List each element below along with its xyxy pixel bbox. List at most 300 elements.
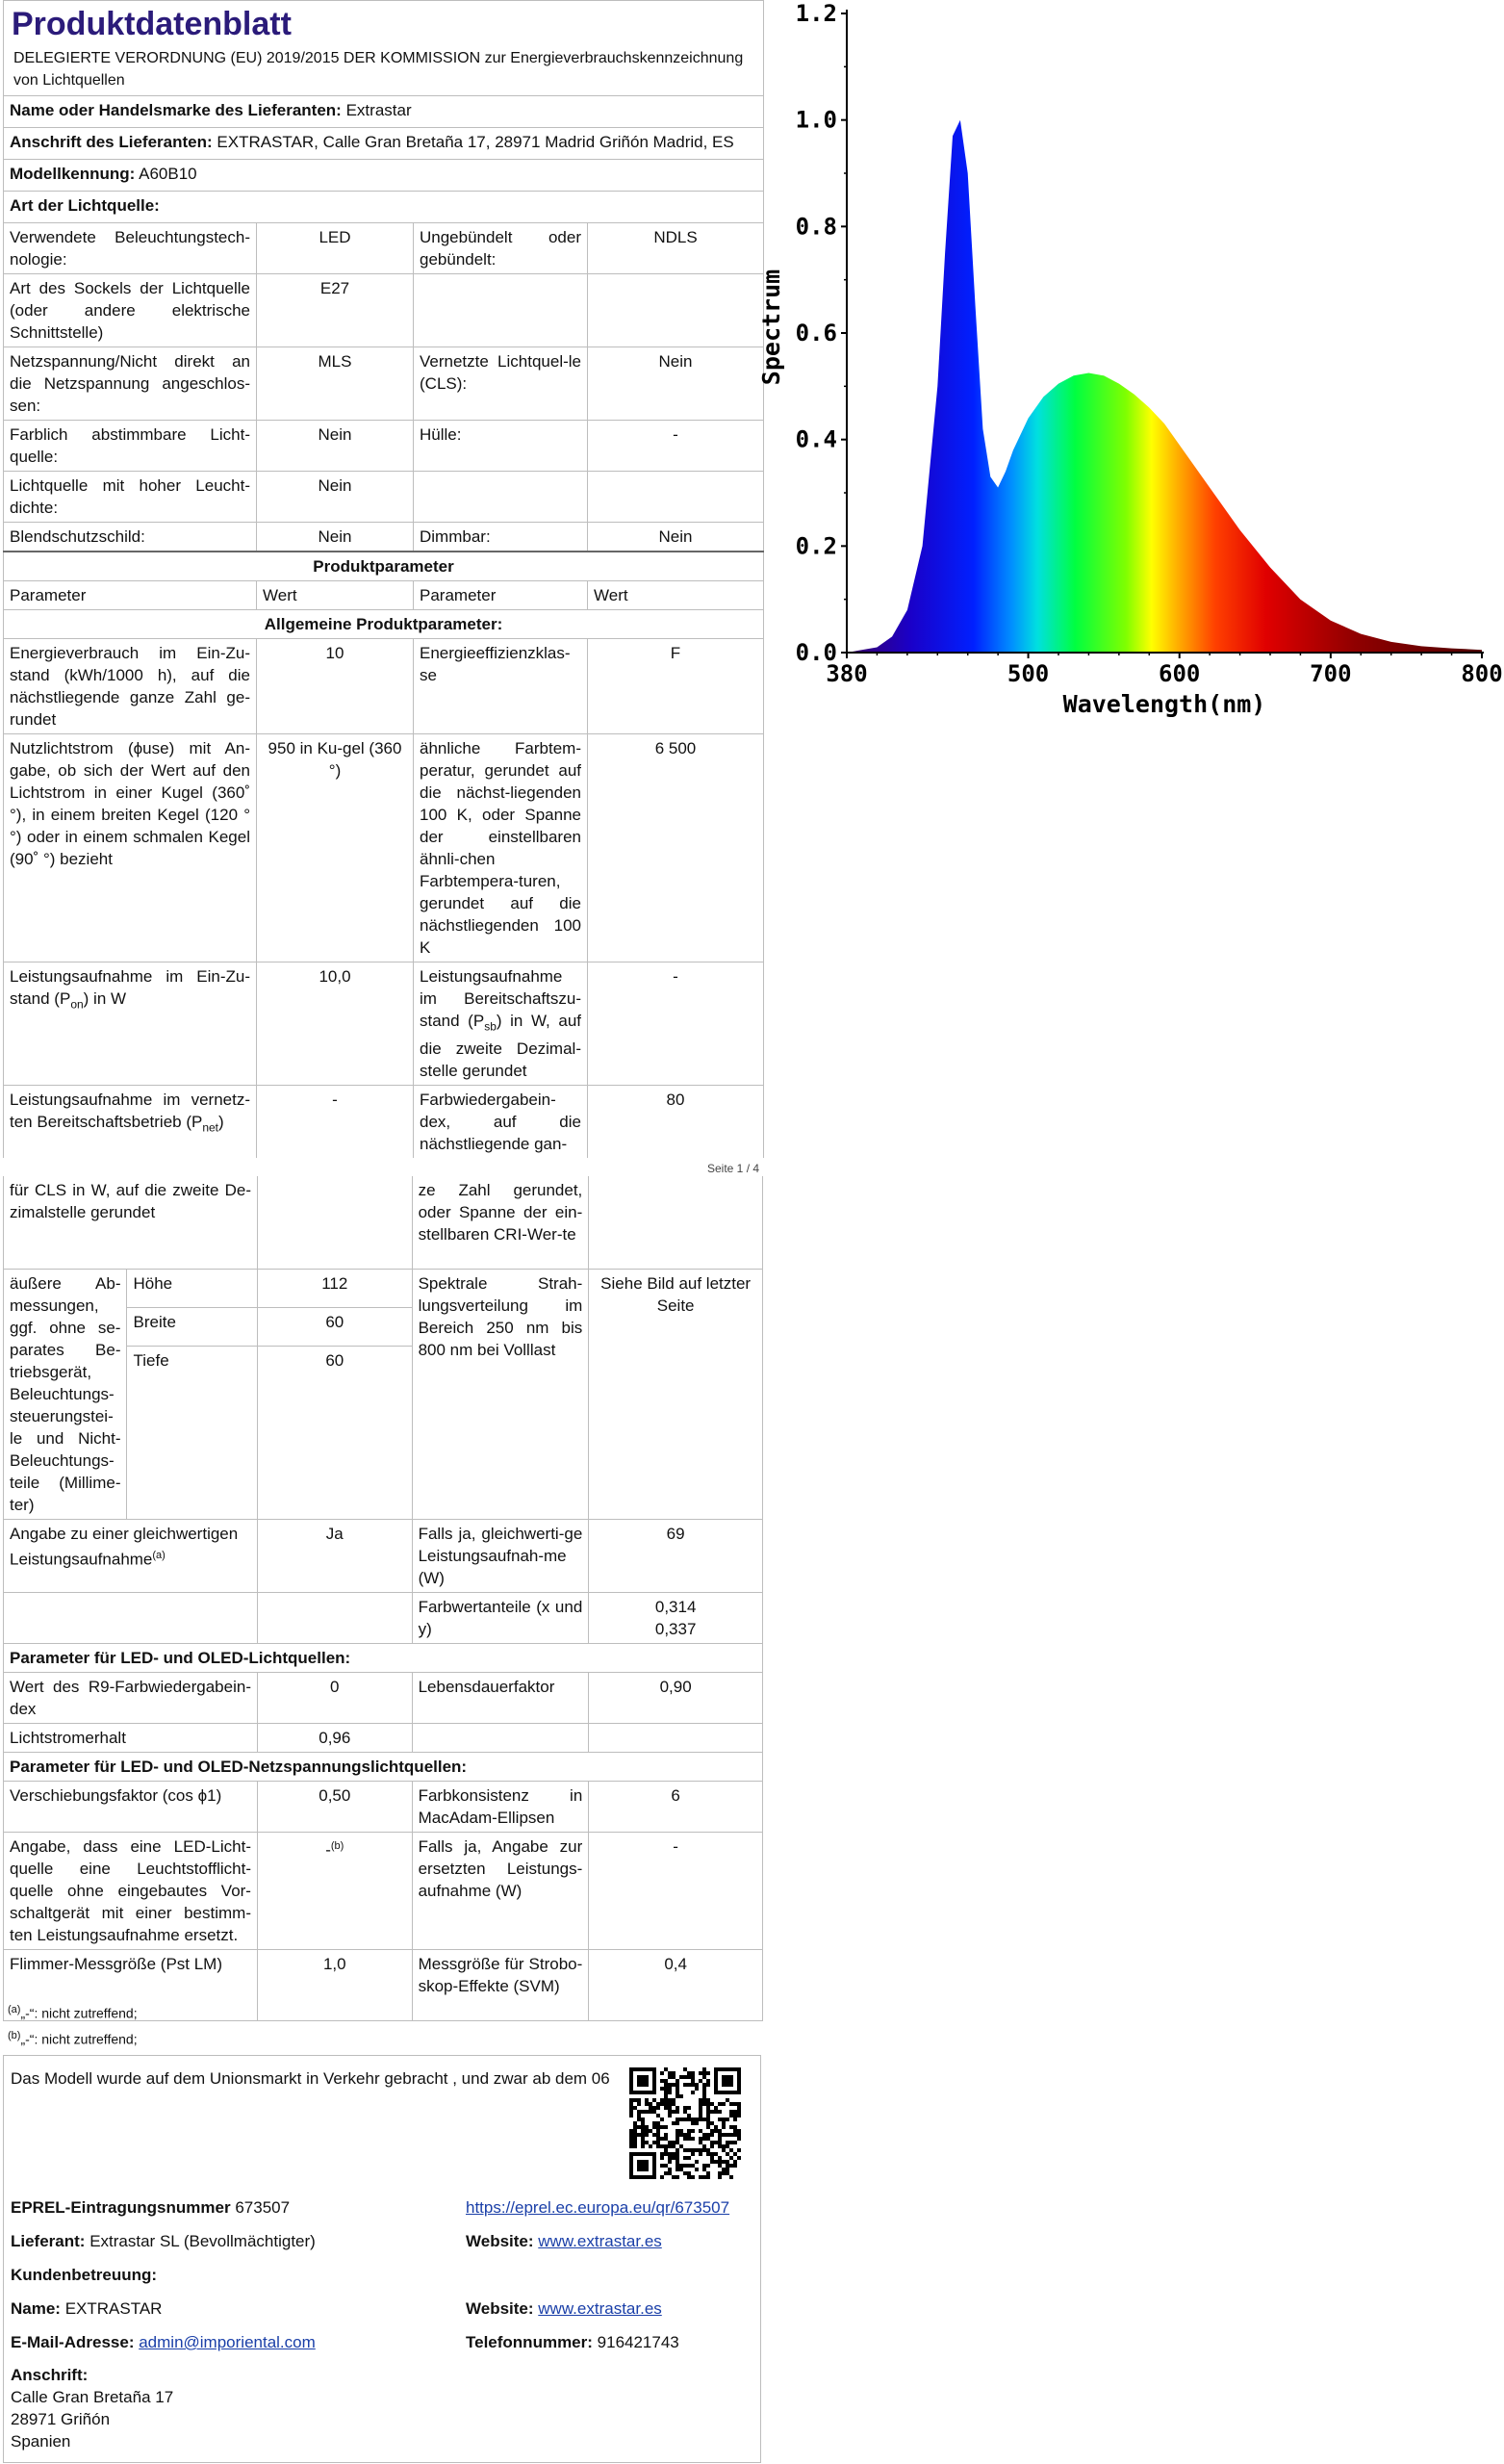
qr-module: [733, 2129, 737, 2133]
qr-module: [706, 2083, 710, 2087]
qr-module: [668, 2075, 672, 2079]
qr-module: [691, 2121, 695, 2125]
subscript: net: [202, 1120, 219, 1135]
qr-module: [641, 2110, 645, 2114]
qr-module: [645, 2110, 649, 2114]
qr-module: [687, 2071, 691, 2075]
qr-module: [641, 2144, 645, 2148]
qr-module: [660, 2156, 664, 2160]
qr-module: [652, 2121, 656, 2125]
qr-module: [737, 2129, 741, 2133]
spectrum-area: [847, 120, 1482, 653]
qr-module: [710, 2121, 714, 2125]
qr-module: [676, 2091, 679, 2094]
qr-module: [687, 2171, 691, 2175]
qr-module: [691, 2079, 695, 2083]
empty-cell: [257, 1176, 412, 1269]
qr-module: [649, 2110, 652, 2114]
qr-module: [695, 2118, 699, 2121]
column-header-parameter: Parameter: [414, 581, 588, 610]
qr-module: [729, 2156, 733, 2160]
qr-module: [664, 2079, 668, 2083]
param-label: Farbkonsistenz in MacAdam-Ellipsen: [412, 1781, 589, 1832]
table-row: [4, 523, 764, 552]
eprel-number: 673507: [235, 2198, 291, 2217]
qr-module: [676, 2137, 679, 2141]
qr-module: [702, 2137, 706, 2141]
param-label: Hülle:: [414, 421, 588, 472]
qr-module: [687, 2129, 691, 2133]
spectrum-chart: [757, 0, 1504, 732]
qr-module: [629, 2106, 633, 2110]
param-label-text: Leistungsaufnahme im Bereitschaftszu-stand (P: [420, 967, 581, 1030]
param-label: Falls ja, Angabe zur ersetzten Leistungs-aufnahme (W): [412, 1832, 589, 1949]
qr-module: [629, 2129, 633, 2133]
qr-module: [702, 2098, 706, 2102]
model-label: Modellkennung:: [10, 165, 136, 183]
qr-module: [706, 2098, 710, 2102]
qr-module: [656, 2133, 660, 2137]
qr-module: [672, 2098, 676, 2102]
qr-module: [733, 2110, 737, 2114]
footnote-ref: (b): [330, 1839, 344, 1852]
y-tick-label: 0.4: [795, 425, 837, 453]
table-row: [4, 639, 764, 734]
qr-module: [652, 2110, 656, 2114]
qr-module: [699, 2079, 702, 2083]
param-value: [257, 1832, 412, 1949]
param-value: [588, 472, 764, 523]
qr-module: [679, 2133, 683, 2137]
param-value: Ja: [257, 1519, 412, 1592]
table-row: [4, 421, 764, 472]
qr-module: [702, 2118, 706, 2121]
qr-module: [672, 2110, 676, 2114]
footnote-mark: (b): [8, 2030, 21, 2041]
qr-module: [699, 2110, 702, 2114]
depth-value: 60: [257, 1346, 412, 1519]
qr-module: [718, 2102, 722, 2106]
address-line-3: Spanien: [11, 2432, 71, 2451]
qr-module: [737, 2148, 741, 2152]
qr-module: [691, 2148, 695, 2152]
qr-module: [726, 2168, 729, 2171]
param-label-text: ): [218, 1113, 224, 1132]
param-label: Farbwiedergabein-dex, auf die nächstliegende gan-: [414, 1086, 588, 1159]
qr-module: [672, 2071, 676, 2075]
param-value: MLS: [257, 347, 414, 421]
qr-module: [714, 2129, 718, 2133]
qr-module: [668, 2168, 672, 2171]
qr-module: [676, 2152, 679, 2156]
qr-module: [737, 2137, 741, 2141]
param-label-text: Leistungsaufnahme im vernetz-ten Bereitschaftsbetrieb (P: [10, 1091, 250, 1132]
qr-module: [645, 2098, 649, 2102]
qr-module: [656, 2137, 660, 2141]
eprel-link[interactable]: https://eprel.ec.europa.eu/qr/673507: [466, 2198, 730, 2217]
qr-module: [726, 2171, 729, 2175]
param-value: -: [257, 1086, 414, 1159]
website-link[interactable]: www.extrastar.es: [538, 2299, 662, 2318]
qr-module: [664, 2102, 668, 2106]
qr-module: [660, 2079, 664, 2083]
param-value: NDLS: [588, 223, 764, 274]
qr-module: [706, 2171, 710, 2175]
param-label: Blendschutzschild:: [4, 523, 257, 552]
phone-label: Telefonnummer:: [466, 2333, 593, 2351]
qr-module: [706, 2071, 710, 2075]
param-value: 0,4: [589, 1949, 763, 2020]
table-row: [4, 223, 764, 274]
param-label: Farblich abstimmbare Licht-quelle:: [4, 421, 257, 472]
qr-module: [649, 2144, 652, 2148]
qr-module: [683, 2156, 687, 2160]
qr-module: [710, 2141, 714, 2144]
qr-module: [702, 2087, 706, 2091]
qr-module: [706, 2110, 710, 2114]
qr-module: [687, 2114, 691, 2118]
qr-module: [629, 2110, 633, 2114]
website-label: Website:: [466, 2299, 534, 2318]
qr-module: [691, 2137, 695, 2141]
qr-module: [668, 2087, 672, 2091]
qr-module: [660, 2175, 664, 2179]
qr-module: [656, 2125, 660, 2129]
param-label: ze Zahl gerundet, oder Spanne der ein-stellbaren CRI-Wer-te: [412, 1176, 589, 1269]
y-tick-label: 0.2: [795, 532, 837, 560]
qr-module: [683, 2067, 687, 2071]
qr-module: [687, 2148, 691, 2152]
email-row: [11, 2333, 316, 2352]
qr-module: [683, 2164, 687, 2168]
qr-module: [637, 2118, 641, 2121]
qr-module: [714, 2125, 718, 2129]
qr-module: [726, 2118, 729, 2121]
qr-module: [656, 2102, 660, 2106]
datasheet-page-1: [3, 0, 763, 1158]
qr-module: [710, 2102, 714, 2106]
qr-module: [722, 2168, 726, 2171]
param-value: 6: [589, 1781, 763, 1832]
qr-module: [691, 2091, 695, 2094]
qr-module: [706, 2148, 710, 2152]
param-value: Nein: [588, 347, 764, 421]
kundenbetreuung-label: Kundenbetreuung:: [11, 2266, 158, 2284]
address-line-1: Calle Gran Bretaña 17: [11, 2388, 174, 2406]
param-value: 10,0: [257, 962, 414, 1086]
light-source-type-label: Art der Lichtquelle:: [4, 192, 764, 223]
qr-module: [733, 2160, 737, 2164]
qr-finder: [722, 2075, 733, 2087]
qr-module: [641, 2121, 645, 2125]
qr-module: [737, 2133, 741, 2137]
qr-module: [637, 2102, 641, 2106]
qr-module: [702, 2168, 706, 2171]
qr-module: [691, 2071, 695, 2075]
table-row: [4, 734, 764, 962]
email-link[interactable]: admin@imporiental.com: [139, 2333, 316, 2351]
qr-module: [664, 2148, 668, 2152]
qr-module: [726, 2133, 729, 2137]
qr-code[interactable]: [629, 2067, 741, 2179]
qr-module: [660, 2152, 664, 2156]
qr-module: [645, 2133, 649, 2137]
param-label: [414, 962, 588, 1086]
qr-module: [699, 2148, 702, 2152]
qr-module: [668, 2144, 672, 2148]
param-label: Spektrale Strah-lungsverteilung im Bereich 250 nm bis 800 nm bei Volllast: [412, 1269, 589, 1519]
regulation-text: DELEGIERTE VERORDNUNG (EU) 2019/2015 DER KOMMISSION zur Energieverbrauchskennzeichnung von Lichtquellen: [13, 50, 744, 89]
qr-module: [672, 2156, 676, 2160]
qr-module: [722, 2144, 726, 2148]
param-label: Falls ja, gleichwerti-ge Leistungsaufnah-me (W): [412, 1519, 589, 1592]
qr-module: [641, 2141, 645, 2144]
qr-module: [733, 2164, 737, 2168]
address-label: Anschrift des Lieferanten:: [10, 133, 213, 151]
qr-module: [733, 2125, 737, 2129]
qr-module: [726, 2160, 729, 2164]
qr-module: [718, 2164, 722, 2168]
qr-module: [722, 2160, 726, 2164]
datasheet-header-table: [3, 0, 764, 1158]
param-value: Siehe Bild auf letzter Seite: [589, 1269, 763, 1519]
qr-module: [714, 2160, 718, 2164]
qr-module: [668, 2114, 672, 2118]
qr-module: [683, 2137, 687, 2141]
qr-module: [672, 2121, 676, 2125]
qr-module: [672, 2075, 676, 2079]
qr-module: [672, 2175, 676, 2179]
qr-module: [699, 2106, 702, 2110]
param-value: 0,96: [257, 1723, 412, 1752]
address-line-2: 28971 Griñón: [11, 2410, 111, 2428]
qr-module: [706, 2137, 710, 2141]
qr-module: [633, 2144, 637, 2148]
qr-module: [676, 2110, 679, 2114]
qr-module: [672, 2144, 676, 2148]
qr-module: [695, 2160, 699, 2164]
qr-module: [706, 2079, 710, 2083]
qr-module: [645, 2102, 649, 2106]
param-label: Farbwertanteile (x und y): [412, 1592, 589, 1643]
contact-box: [3, 2055, 761, 2463]
qr-module: [710, 2152, 714, 2156]
qr-module: [672, 2083, 676, 2087]
width-value: 60: [257, 1307, 412, 1346]
qr-module: [664, 2152, 668, 2156]
table-row: [4, 1086, 764, 1159]
x-tick-label: 600: [1159, 660, 1201, 687]
qr-module: [679, 2118, 683, 2121]
param-value: E27: [257, 274, 414, 347]
param-label: Lebensdauerfaktor: [412, 1672, 589, 1723]
qr-module: [641, 2133, 645, 2137]
qr-module: [656, 2106, 660, 2110]
qr-module: [641, 2125, 645, 2129]
qr-module: [702, 2144, 706, 2148]
qr-module: [706, 2118, 710, 2121]
qr-module: [722, 2133, 726, 2137]
qr-module: [733, 2141, 737, 2144]
qr-module: [718, 2175, 722, 2179]
qr-module: [679, 2129, 683, 2133]
qr-module: [699, 2102, 702, 2106]
subscript: on: [70, 997, 84, 1012]
depth-label: Tiefe: [127, 1346, 258, 1519]
qr-module: [718, 2118, 722, 2121]
qr-module: [722, 2125, 726, 2129]
qr-module: [676, 2083, 679, 2087]
qr-module: [702, 2164, 706, 2168]
qr-module: [718, 2137, 722, 2141]
section-title-product-params: Produktparameter: [4, 552, 764, 581]
phone-row: [466, 2333, 679, 2352]
qr-module: [702, 2175, 706, 2179]
qr-module: [633, 2129, 637, 2133]
qr-module: [637, 2133, 641, 2137]
param-label: Lichtquelle mit hoher Leucht-dichte:: [4, 472, 257, 523]
param-value-text: -: [325, 1840, 331, 1860]
param-value: Nein: [257, 472, 414, 523]
qr-module: [687, 2075, 691, 2079]
param-value: 10: [257, 639, 414, 734]
param-label: Verschiebungsfaktor (cos ϕ1): [4, 1781, 258, 1832]
qr-module: [691, 2152, 695, 2156]
param-label: [4, 1519, 258, 1592]
qr-module: [718, 2110, 722, 2114]
datasheet-continued-table: [3, 1176, 763, 2021]
qr-finder: [637, 2160, 649, 2171]
qr-module: [695, 2083, 699, 2087]
qr-module: [718, 2129, 722, 2133]
param-value: Nein: [257, 421, 414, 472]
datasheet-page-2: [3, 1176, 763, 2021]
qr-module: [714, 2152, 718, 2156]
name-row: [11, 2299, 162, 2319]
qr-module: [637, 2098, 641, 2102]
qr-module: [633, 2125, 637, 2129]
x-tick-label: 380: [826, 660, 868, 687]
param-value: 1,0: [257, 1949, 412, 2020]
qr-module: [691, 2075, 695, 2079]
qr-module: [706, 2175, 710, 2179]
qr-module: [737, 2156, 741, 2160]
qr-module: [676, 2141, 679, 2144]
qr-module: [664, 2098, 668, 2102]
empty-cell: [589, 1723, 763, 1752]
table-row: [4, 1592, 763, 1643]
qr-module: [668, 2141, 672, 2144]
website-label: Website:: [466, 2232, 534, 2250]
y-tick-label: 0.6: [795, 320, 837, 346]
footnote-text: „-“: nicht zutreffend;: [20, 2005, 138, 2021]
qr-module: [706, 2152, 710, 2156]
param-label: Energieverbrauch im Ein-Zu-stand (kWh/1000 h), auf die nächstliegende ganze Zahl ge-rundet: [4, 639, 257, 734]
name-value: EXTRASTAR: [64, 2299, 163, 2318]
qr-module: [664, 2083, 668, 2087]
qr-module: [641, 2118, 645, 2121]
qr-module: [691, 2129, 695, 2133]
qr-module: [676, 2164, 679, 2168]
param-label: Nutzlichtstrom (ϕuse) mit An-gabe, ob sich der Wert auf den Lichtstrom in einer Kugel (360˚ °), in einem breiten Kegel (120 °°) oder in einem schmalen Kegel (90˚ °) bezieht: [4, 734, 257, 962]
website-link[interactable]: www.extrastar.es: [538, 2232, 662, 2250]
qr-module: [699, 2175, 702, 2179]
qr-module: [695, 2148, 699, 2152]
param-value: 950 in Ku-gel (360 °): [257, 734, 414, 962]
qr-module: [629, 2098, 633, 2102]
qr-module: [737, 2106, 741, 2110]
qr-module: [699, 2098, 702, 2102]
qr-module: [676, 2129, 679, 2133]
qr-module: [676, 2148, 679, 2152]
dimensions-label: äußere Ab-messungen, ggf. ohne se-parates Be-triebsgerät, Beleuchtungs-steuerungstei-le und Nicht-Beleuchtungs-teile (Millime-ter): [4, 1269, 127, 1519]
qr-module: [652, 2098, 656, 2102]
qr-module: [664, 2091, 668, 2094]
qr-module: [660, 2087, 664, 2091]
qr-module: [718, 2171, 722, 2175]
qr-module: [649, 2129, 652, 2133]
qr-module: [687, 2175, 691, 2179]
qr-module: [676, 2160, 679, 2164]
anschrift-label: Anschrift:: [11, 2366, 89, 2384]
table-row: [4, 1672, 763, 1723]
qr-module: [733, 2133, 737, 2137]
table-row: [4, 1781, 763, 1832]
y-tick-label: 0.8: [795, 213, 837, 241]
param-label: Flimmer-Messgröße (Pst LM): [4, 1949, 258, 2020]
x-tick-label: 500: [1007, 660, 1050, 687]
qr-module: [729, 2141, 733, 2144]
qr-module: [660, 2164, 664, 2168]
qr-module: [629, 2102, 633, 2106]
qr-module: [729, 2148, 733, 2152]
qr-module: [637, 2125, 641, 2129]
qr-module: [652, 2133, 656, 2137]
lieferant-value: Extrastar SL (Bevollmächtigter): [89, 2232, 316, 2250]
qr-module: [676, 2168, 679, 2171]
qr-module: [652, 2141, 656, 2144]
qr-module: [676, 2094, 679, 2098]
qr-module: [726, 2141, 729, 2144]
qr-module: [629, 2141, 633, 2144]
qr-module: [645, 2129, 649, 2133]
qr-module: [637, 2114, 641, 2118]
qr-module: [637, 2110, 641, 2114]
qr-module: [729, 2114, 733, 2118]
qr-module: [629, 2137, 633, 2141]
qr-module: [676, 2175, 679, 2179]
qr-module: [726, 2098, 729, 2102]
param-value: Nein: [257, 523, 414, 552]
eprel-label: EPREL-Eintragungsnummer: [11, 2198, 231, 2217]
market-date-text: Das Modell wurde auf dem Unionsmarkt in Verkehr gebracht , und zwar ab dem 06: [11, 2069, 610, 2088]
qr-module: [679, 2144, 683, 2148]
qr-module: [656, 2141, 660, 2144]
qr-module: [649, 2102, 652, 2106]
supplier-name: Extrastar: [345, 101, 412, 119]
qr-finder: [637, 2075, 649, 2087]
param-label: [414, 472, 588, 523]
param-value: Nein: [588, 523, 764, 552]
qr-module: [660, 2144, 664, 2148]
qr-module: [710, 2144, 714, 2148]
page-title: Produktdatenblatt: [12, 6, 292, 42]
qr-module: [722, 2171, 726, 2175]
param-label-text: ) in W: [83, 989, 127, 1008]
param-value: [588, 274, 764, 347]
param-label: Dimmbar:: [414, 523, 588, 552]
qr-module: [702, 2075, 706, 2079]
